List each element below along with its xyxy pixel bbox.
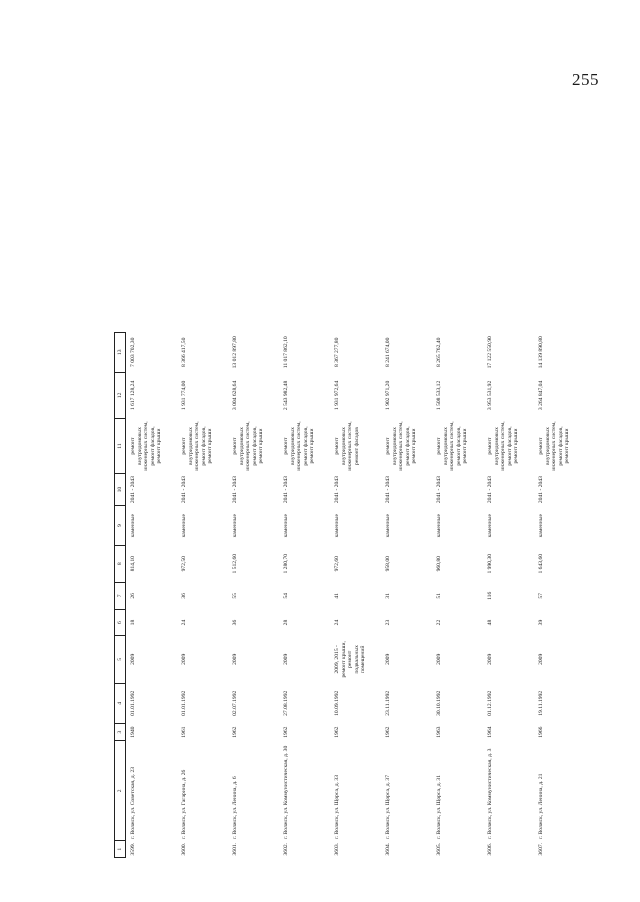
estimated-cost-cell: 1 902 971,20 (385, 380, 391, 411)
total-cost-cell: 11 017 862,10 (283, 336, 289, 369)
residents-count-cell: 51 (436, 593, 442, 599)
estimated-cost-cell: 3 004 628,64 (232, 380, 238, 411)
address-cell: г. Волжск, ул. Ленина, д. 6 (232, 776, 238, 839)
work-types-cell: ремонт внутридомовых инженерных систем, ремонт фасадов, ремонт крыши (181, 421, 214, 471)
total-area-cell: 972,50 (181, 556, 187, 572)
apartments-count-cell: 48 (487, 619, 493, 626)
planned-period-cell: 2041 - 2043 (181, 476, 187, 504)
apartments-count-cell: 18 (130, 619, 136, 626)
estimated-cost-cell: 1 931 972,64 (334, 380, 340, 411)
work-types-cell: ремонт внутридомовых инженерных систем, ремонт фасадов, ремонт крыши (487, 421, 520, 471)
work-types-cell: ремонт внутридомовых инженерных систем, ремонт фасадов, ремонт крыши (130, 421, 163, 471)
wall-material-cell: каменные (181, 513, 187, 538)
column-header: 3 (115, 723, 126, 740)
build-year-cell: 1962 (385, 726, 391, 738)
address-cell: г. Волжск, ул. Щорса, д. 33 (334, 774, 340, 839)
row-number-cell: 3605. (436, 842, 442, 856)
column-header: 8 (115, 545, 126, 582)
estimated-cost-cell: 2 543 982,48 (283, 380, 289, 411)
build-year-cell: 1961 (181, 726, 187, 738)
privatization-date-cell: 02.07.1992 (232, 690, 238, 716)
residents-count-cell: 31 (385, 593, 391, 599)
table-row (177, 333, 228, 858)
total-cost-cell: 13 012 897,80 (232, 336, 238, 369)
last-repair-info-cell: 2009 (487, 653, 493, 665)
total-area-cell: 972,60 (334, 556, 340, 572)
table-row (534, 333, 585, 858)
planned-period-cell: 2041 - 2043 (385, 476, 391, 504)
wall-material-cell: каменные (538, 513, 544, 538)
apartments-count-cell: 28 (283, 619, 289, 626)
wall-material-cell: каменные (385, 513, 391, 538)
work-types-cell: ремонт внутридомовых инженерных систем, ремонт фасадов, ремонт крыши (232, 421, 265, 471)
estimated-cost-cell: 1 617 128,24 (130, 380, 136, 411)
privatization-date-cell: 27.08.1992 (283, 690, 289, 716)
planned-period-cell: 2041 - 2043 (130, 476, 136, 504)
build-year-cell: 1962 (334, 726, 340, 738)
apartments-count-cell: 39 (538, 619, 544, 626)
residents-count-cell: 54 (283, 593, 289, 599)
column-header: 11 (115, 419, 126, 474)
estimated-cost-cell: 1 931 774,00 (181, 380, 187, 411)
column-header: 7 (115, 582, 126, 609)
total-cost-cell: 8 367 277,80 (334, 337, 340, 367)
table-row (432, 333, 483, 858)
privatization-date-cell: 30.10.1992 (436, 690, 442, 716)
privatization-date-cell: 01.01.1992 (181, 690, 187, 716)
privatization-date-cell: 01.12.1992 (487, 690, 493, 716)
estimated-cost-cell: 1 508 533,12 (436, 380, 442, 411)
last-repair-info-cell: 2009 (283, 653, 289, 665)
address-cell: г. Волжск, ул. Гагарина, д. 26 (181, 769, 187, 839)
residents-count-cell: 36 (181, 593, 187, 599)
total-area-cell: 814,10 (130, 556, 136, 572)
address-cell: г. Волжск, ул. Щорса, д. 31 (436, 774, 442, 839)
column-header: 13 (115, 333, 126, 373)
work-types-cell: ремонт внутридомовых инженерных систем, ремонт фасадов, ремонт крыши (385, 421, 418, 471)
apartments-count-cell: 24 (181, 619, 187, 626)
row-number-cell: 3604. (385, 842, 391, 856)
residents-count-cell: 57 (538, 593, 544, 599)
work-types-cell: ремонт внутридомовых инженерных систем, ремонт фасадов, ремонт крыши (436, 421, 469, 471)
row-number-cell: 3607. (538, 842, 544, 856)
total-area-cell: 1 280,70 (283, 553, 289, 574)
row-number-cell: 3602. (283, 842, 289, 856)
apartments-count-cell: 22 (436, 619, 442, 626)
wall-material-cell: каменные (130, 513, 136, 538)
estimated-cost-cell: 3 953 531,92 (487, 380, 493, 411)
total-area-cell: 1 512,60 (232, 553, 238, 574)
column-header: 6 (115, 610, 126, 636)
wall-material-cell: каменные (487, 513, 493, 538)
apartments-count-cell: 36 (232, 619, 238, 626)
planned-period-cell: 2041 - 2043 (487, 476, 493, 504)
total-cost-cell: 8 265 762,40 (436, 337, 442, 367)
last-repair-info-cell: 2009, 2015 - ремонт крыши, ремонт подвальных помещений (334, 641, 367, 678)
row-number-cell: 3599. (130, 842, 136, 856)
total-area-cell: 958,00 (385, 556, 391, 572)
privatization-date-cell: 01.01.1992 (130, 690, 136, 716)
row-number-cell: 3600. (181, 842, 187, 856)
row-number-cell: 3603. (334, 842, 340, 856)
column-header: 10 (115, 473, 126, 506)
register-table-wrapper (114, 332, 585, 858)
build-year-cell: 1962 (283, 726, 289, 738)
total-cost-cell: 17 122 550,90 (487, 336, 493, 369)
column-header: 1 (115, 841, 126, 858)
total-cost-cell: 7 003 702,30 (130, 337, 136, 367)
last-repair-info-cell: 2009 (385, 653, 391, 665)
table-row (381, 333, 432, 858)
planned-period-cell: 2041 - 2043 (232, 476, 238, 504)
residents-count-cell: 116 (487, 591, 493, 600)
address-cell: г. Волжск, ул. Коммунистическая, д. 30 (283, 745, 289, 839)
last-repair-info-cell: 2009 (181, 653, 187, 665)
column-header: 5 (115, 636, 126, 684)
privatization-date-cell: 10.09.1992 (334, 690, 340, 716)
table-row (330, 333, 381, 858)
residents-count-cell: 26 (130, 593, 136, 599)
wall-material-cell: каменные (334, 513, 340, 538)
build-year-cell: 1966 (538, 726, 544, 738)
column-header: 12 (115, 372, 126, 419)
address-cell: г. Волжск, ул. Советская, д. 23 (130, 766, 136, 839)
planned-period-cell: 2041 - 2043 (283, 476, 289, 504)
last-repair-info-cell: 2009 (436, 653, 442, 665)
last-repair-info-cell: 2009 (130, 653, 136, 665)
page-number: 255 (572, 70, 599, 89)
table-row (279, 333, 330, 858)
privatization-date-cell: 23.11.1992 (385, 690, 391, 716)
table-row (483, 333, 534, 858)
last-repair-info-cell: 2009 (232, 653, 238, 665)
total-cost-cell: 14 139 890,80 (538, 336, 544, 369)
build-year-cell: 1962 (232, 726, 238, 738)
work-types-cell: ремонт внутридомовых инженерных систем, ремонт фасадов, ремонт крыши (283, 421, 316, 471)
build-year-cell: 1963 (436, 726, 442, 738)
address-cell: г. Волжск, ул. Коммунистическая, д. 3 (487, 748, 493, 839)
total-cost-cell: 8 366 417,50 (181, 337, 187, 367)
planned-period-cell: 2041 - 2043 (538, 476, 544, 504)
last-repair-info-cell: 2009 (538, 653, 544, 665)
address-cell: г. Волжск, ул. Ленина, д. 21 (538, 773, 544, 839)
build-year-cell: 1964 (487, 726, 493, 738)
table-header-row (115, 333, 126, 858)
apartments-count-cell: 24 (334, 619, 340, 626)
column-header: 9 (115, 506, 126, 545)
table-body (115, 333, 586, 858)
table-row (126, 333, 178, 858)
residents-count-cell: 41 (334, 593, 340, 599)
privatization-date-cell: 19.11.1992 (538, 690, 544, 716)
work-types-cell: ремонт внутридомовых инженерных систем, ремонт фасадов, ремонт крыши (538, 421, 571, 471)
total-area-cell: 1 990,30 (487, 553, 493, 574)
total-area-cell: 1 643,60 (538, 553, 544, 574)
work-types-cell: ремонт внутридомовых инженерных систем, ремонт фасадов (334, 421, 360, 471)
planned-period-cell: 2041 - 2043 (436, 476, 442, 504)
apartments-count-cell: 23 (385, 619, 391, 626)
build-year-cell: 1940 (130, 726, 136, 738)
estimated-cost-cell: 3 264 847,04 (538, 380, 544, 411)
wall-material-cell: каменные (436, 513, 442, 538)
total-area-cell: 960,80 (436, 556, 442, 572)
wall-material-cell: каменные (232, 513, 238, 538)
row-number-cell: 3601. (232, 842, 238, 856)
table-row (228, 333, 279, 858)
column-header: 2 (115, 741, 126, 841)
housing-register-table (114, 332, 585, 858)
total-cost-cell: 8 241 674,00 (385, 337, 391, 367)
residents-count-cell: 55 (232, 593, 238, 599)
wall-material-cell: каменные (283, 513, 289, 538)
planned-period-cell: 2041 - 2043 (334, 476, 340, 504)
row-number-cell: 3606. (487, 842, 493, 856)
column-header: 4 (115, 683, 126, 723)
address-cell: г. Волжск, ул. Щорса, д. 37 (385, 774, 391, 839)
